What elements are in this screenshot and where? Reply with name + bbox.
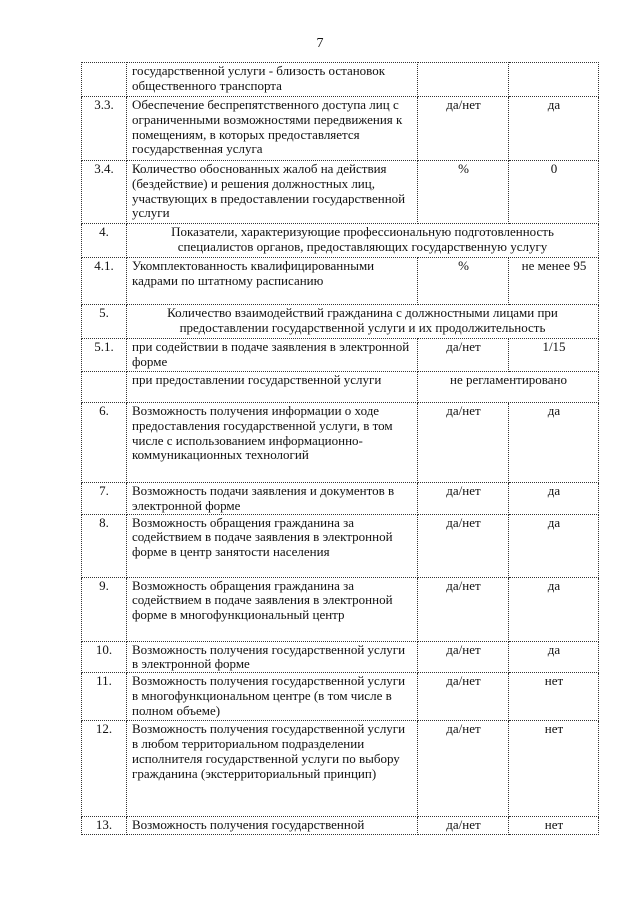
table-row bbox=[82, 403, 599, 483]
indicator-unit: да/нет bbox=[418, 483, 509, 515]
indicator-name: государственной услуги - близость остановок общественного транспорта bbox=[127, 63, 418, 97]
indicator-value: да bbox=[509, 97, 599, 161]
indicator-value: 0 bbox=[509, 161, 599, 224]
row-number: 3.4. bbox=[82, 161, 127, 224]
table-row bbox=[82, 721, 599, 817]
indicator-name: Возможность получения государственной услуги в электронной форме bbox=[127, 641, 418, 673]
section-header: Количество взаимодействий гражданина с должностными лицами при предоставлении государственной услуги и их продолжительность bbox=[127, 305, 599, 339]
indicators-table bbox=[81, 62, 599, 835]
indicator-name: Возможность получения государственной услуги в многофункциональном центре (в том числе в полном объеме) bbox=[127, 673, 418, 721]
row-number: 3.3. bbox=[82, 97, 127, 161]
page-number: 7 bbox=[316, 36, 324, 51]
indicator-unit: да/нет bbox=[418, 339, 509, 372]
table-row bbox=[82, 63, 599, 97]
table-row bbox=[82, 97, 599, 161]
indicator-unit: да/нет bbox=[418, 403, 509, 483]
indicator-unit: % bbox=[418, 258, 509, 305]
row-number: 9. bbox=[82, 577, 127, 641]
indicator-value: не менее 95 bbox=[509, 258, 599, 305]
indicator-value: да bbox=[509, 514, 599, 577]
indicator-name: Возможность обращения гражданина за содействием в подаче заявления в электронной форме в центр занятости населения bbox=[127, 514, 418, 577]
table-row bbox=[82, 224, 599, 258]
indicator-unit bbox=[418, 63, 509, 97]
indicator-name: Укомплектованность квалифицированными кадрами по штатному расписанию bbox=[127, 258, 418, 305]
indicator-unit: да/нет bbox=[418, 641, 509, 673]
row-number: 13. bbox=[82, 817, 127, 835]
indicator-value: да bbox=[509, 483, 599, 515]
row-number: 11. bbox=[82, 673, 127, 721]
table-row bbox=[82, 641, 599, 673]
indicator-value: нет bbox=[509, 721, 599, 817]
table-row bbox=[82, 514, 599, 577]
indicator-unit: % bbox=[418, 161, 509, 224]
table-row bbox=[82, 305, 599, 339]
indicator-name: Возможность обращения гражданина за содействием в подаче заявления в электронной форме в многофункциональный центр bbox=[127, 577, 418, 641]
indicator-value: да bbox=[509, 577, 599, 641]
indicator-value: да bbox=[509, 641, 599, 673]
table-row bbox=[82, 339, 599, 372]
row-number: 5.1. bbox=[82, 339, 127, 372]
indicator-unit: да/нет bbox=[418, 97, 509, 161]
indicator-unit: да/нет bbox=[418, 673, 509, 721]
indicator-merged-value: не регламентировано bbox=[418, 372, 599, 403]
table-row bbox=[82, 372, 599, 403]
row-number: 8. bbox=[82, 514, 127, 577]
row-number bbox=[82, 63, 127, 97]
section-header: Показатели, характеризующие профессиональную подготовленность специалистов органов, предоставляющих государственную услугу bbox=[127, 224, 599, 258]
row-number: 12. bbox=[82, 721, 127, 817]
row-number: 10. bbox=[82, 641, 127, 673]
row-number: 5. bbox=[82, 305, 127, 339]
indicator-name: Возможность получения информации о ходе предоставления государственной услуги, в том числе с использованием информационно-коммуникационных технологий bbox=[127, 403, 418, 483]
table-row bbox=[82, 483, 599, 515]
indicator-name: Возможность подачи заявления и документов в электронной форме bbox=[127, 483, 418, 515]
indicator-name: при содействии в подаче заявления в электронной форме bbox=[127, 339, 418, 372]
indicator-name: Обеспечение беспрепятственного доступа лиц с ограниченными возможностями передвижения к помещениям, в которых предоставляется государственная услуга bbox=[127, 97, 418, 161]
indicator-unit: да/нет bbox=[418, 721, 509, 817]
indicator-unit: да/нет bbox=[418, 514, 509, 577]
indicator-unit: да/нет bbox=[418, 817, 509, 835]
row-number bbox=[82, 372, 127, 403]
row-number: 4.1. bbox=[82, 258, 127, 305]
table-row bbox=[82, 577, 599, 641]
indicator-value: да bbox=[509, 403, 599, 483]
row-number: 7. bbox=[82, 483, 127, 515]
table-row bbox=[82, 258, 599, 305]
indicator-name: Возможность получения государственной услуги в любом территориальном подразделении исполнителя государственной услуги по выбору гражданина (экстерриториальный принцип) bbox=[127, 721, 418, 817]
indicator-name: Возможность получения государственной bbox=[127, 817, 418, 835]
table-row bbox=[82, 673, 599, 721]
row-number: 4. bbox=[82, 224, 127, 258]
indicator-value: нет bbox=[509, 673, 599, 721]
indicator-value: 1/15 bbox=[509, 339, 599, 372]
indicator-value bbox=[509, 63, 599, 97]
indicator-value: нет bbox=[509, 817, 599, 835]
table-row bbox=[82, 817, 599, 835]
indicator-unit: да/нет bbox=[418, 577, 509, 641]
row-number: 6. bbox=[82, 403, 127, 483]
indicator-name: при предоставлении государственной услуги bbox=[127, 372, 418, 403]
table-row bbox=[82, 161, 599, 224]
indicator-name: Количество обоснованных жалоб на действия (бездействие) и решения должностных лиц, участвующих в предоставлении государственной услуги bbox=[127, 161, 418, 224]
